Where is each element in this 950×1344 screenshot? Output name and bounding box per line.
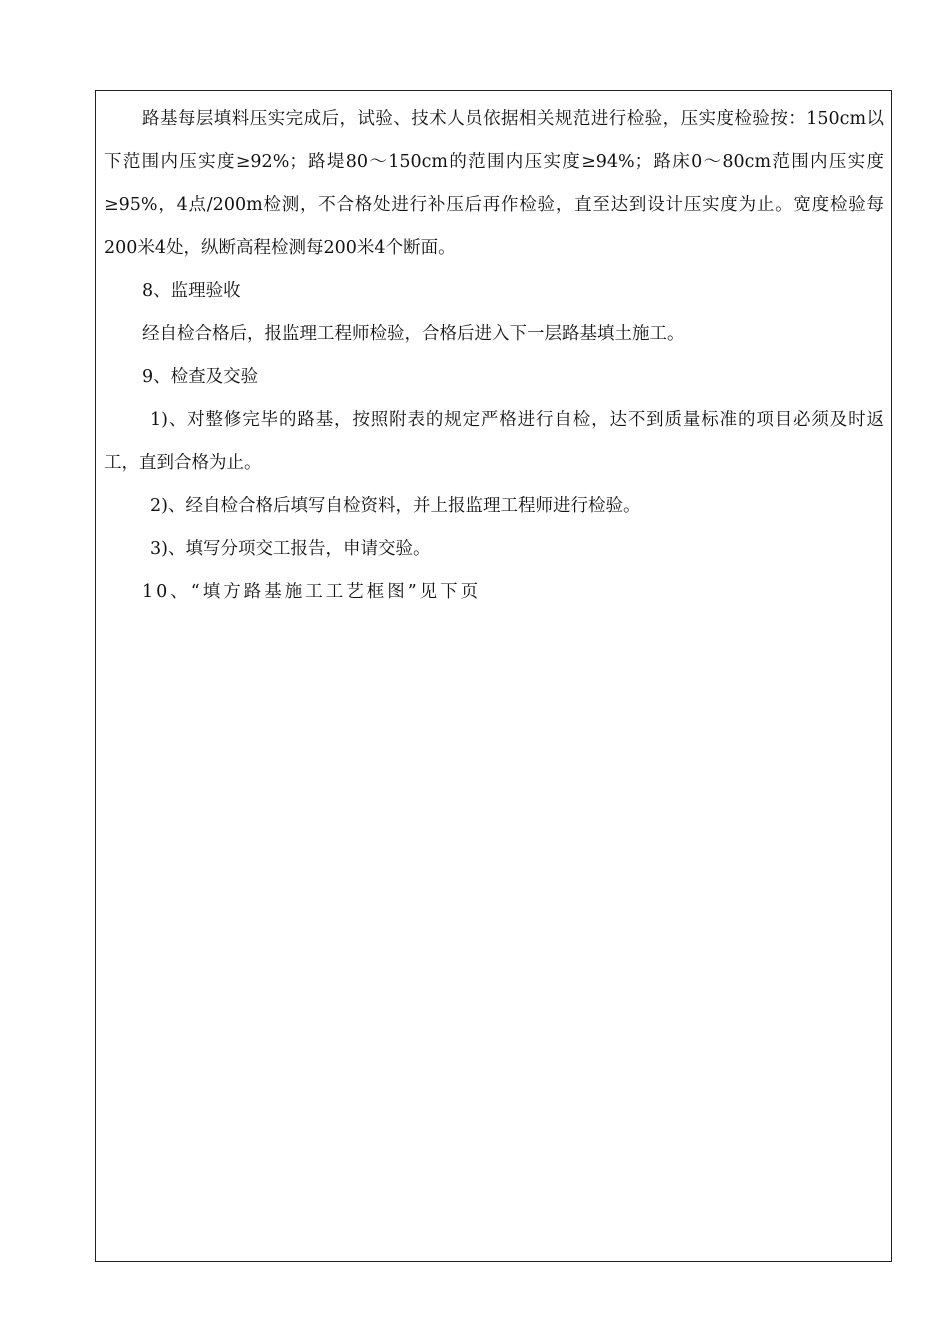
- section-10-reference: 10、“填方路基施工工艺框图”见下页: [142, 582, 482, 602]
- document-body: [104, 98, 884, 614]
- compaction-paragraph: 路基每层填料压实完成后，试验、技术人员依据相关规范进行检验，压实度检验按：150cm以下范围内压实度≥92%；路堤80～150cm的范围内压实度≥94%；路床0～80cm范围内压实度≥95%，4点/200m检测，不合格处进行补压后再作检验，直至达到设计压实度为止。宽度检验每200米4处，纵断高程检测每200米4个断面。: [104, 109, 884, 258]
- section-8-title: 8、监理验收: [142, 281, 241, 301]
- section-9-item-1: 1)、对整修完毕的路基，按照附表的规定严格进行自检，达不到质量标准的项目必须及时返工，直到合格为止。: [104, 410, 884, 473]
- section-9-item-2: 2)、经自检合格后填写自检资料，并上报监理工程师进行检验。: [150, 496, 641, 516]
- section-9-title: 9、检查及交验: [142, 367, 259, 387]
- section-8-body: 经自检合格后，报监理工程师检验，合格后进入下一层路基填土施工。: [142, 324, 685, 344]
- section-9-item-3: 3)、填写分项交工报告，申请交验。: [150, 539, 431, 559]
